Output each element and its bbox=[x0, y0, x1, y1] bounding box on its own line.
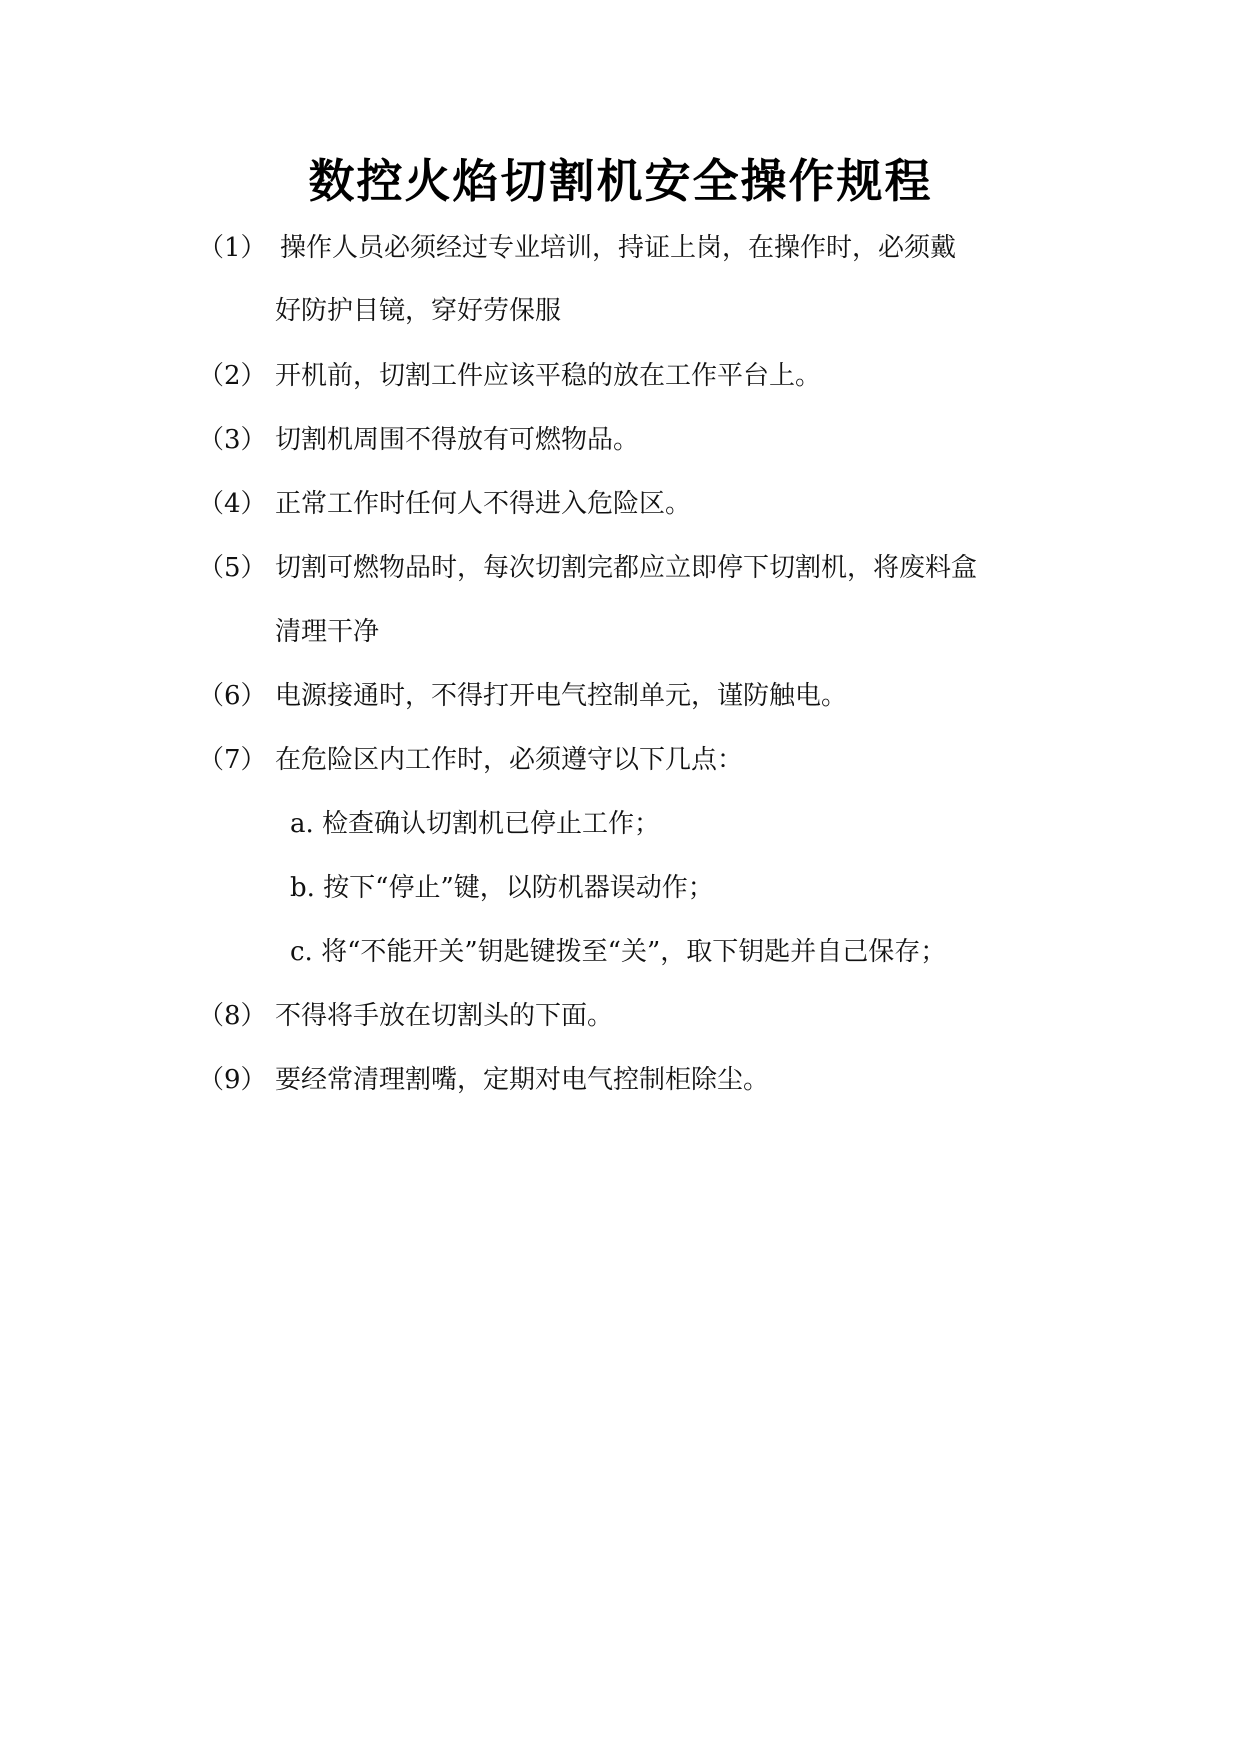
rule-4-line-1: 正常工作时任何人不得进入危险区。 bbox=[275, 489, 692, 519]
rule-number-7: （7） bbox=[198, 745, 267, 775]
rule-2-line-1: 开机前，切割工件应该平稳的放在工作平台上。 bbox=[275, 361, 822, 391]
rule-number-4: （4） bbox=[198, 489, 267, 519]
rule-8-line-1: 不得将手放在切割头的下面。 bbox=[275, 1001, 614, 1031]
rule-7-subitem-c: c. 将“不能开关”钥匙键拨至“关”，取下钥匙并自己保存； bbox=[290, 937, 947, 967]
document-title: 数控火焰切割机安全操作规程 bbox=[308, 154, 933, 208]
rule-number-2: （2） bbox=[198, 361, 267, 391]
rule-number-1: （1） bbox=[198, 233, 267, 263]
rule-1-line-2: 好防护目镜，穿好劳保服 bbox=[275, 296, 562, 326]
rule-1-line-1: 操作人员必须经过专业培训，持证上岗，在操作时，必须戴 bbox=[280, 233, 957, 263]
rule-7-line-1: 在危险区内工作时，必须遵守以下几点： bbox=[275, 745, 744, 775]
rule-5-line-2: 清理干净 bbox=[275, 617, 380, 647]
rule-7-subitem-b: b. 按下“停止”键，以防机器误动作； bbox=[290, 873, 714, 903]
rule-9-line-1: 要经常清理割嘴，定期对电气控制柜除尘。 bbox=[275, 1065, 770, 1095]
rule-7-subitem-a: a. 检查确认切割机已停止工作； bbox=[290, 809, 661, 839]
rule-number-8: （8） bbox=[198, 1001, 267, 1031]
rule-5-line-1: 切割可燃物品时，每次切割完都应立即停下切割机，将废料盒 bbox=[275, 553, 978, 583]
rule-number-5: （5） bbox=[198, 553, 267, 583]
rule-number-3: （3） bbox=[198, 425, 267, 455]
rule-6-line-1: 电源接通时，不得打开电气控制单元，谨防触电。 bbox=[275, 681, 848, 711]
rule-number-6: （6） bbox=[198, 681, 267, 711]
rule-number-9: （9） bbox=[198, 1065, 267, 1095]
rule-3-line-1: 切割机周围不得放有可燃物品。 bbox=[275, 425, 640, 455]
